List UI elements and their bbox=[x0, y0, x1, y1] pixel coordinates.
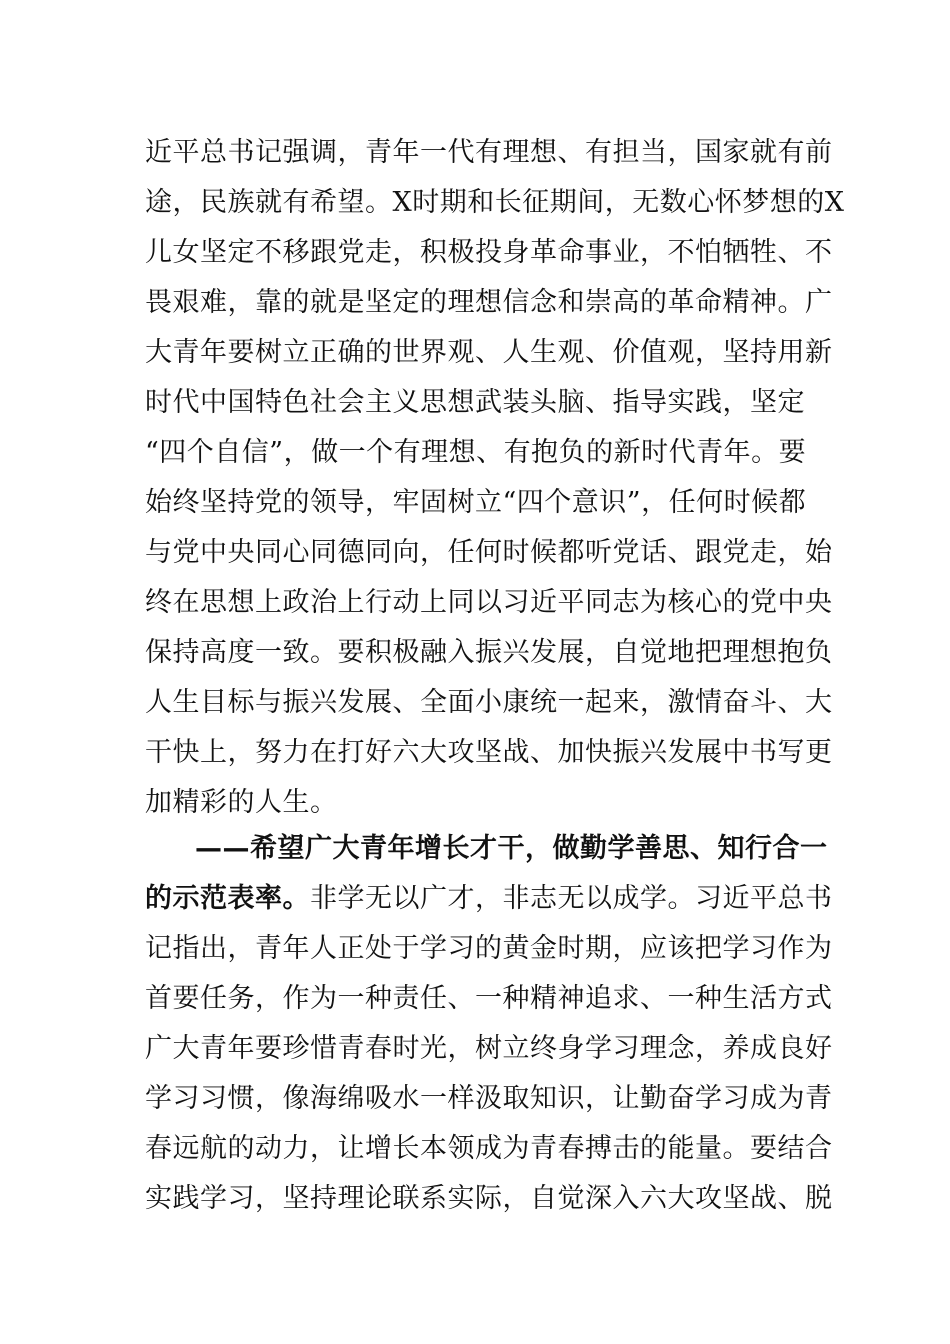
text-line: 途，民族就有希望。X时期和长征期间，无数心怀梦想的X bbox=[145, 187, 845, 218]
text-line: 广大青年要珍惜青春时光，树立终身学习理念，养成良好 bbox=[145, 1033, 833, 1064]
text-line: 终在思想上政治上行动上同以习近平同志为核心的党中央 bbox=[145, 587, 833, 618]
section-heading-text: 的示范表率。 bbox=[145, 883, 310, 914]
text-line: 学习习惯，像海绵吸水一样汲取知识，让勤奋学习成为青 bbox=[145, 1083, 833, 1114]
text-span: 非学无以广才，非志无以成学。习近平总书 bbox=[310, 883, 833, 914]
text-line: 首要任务，作为一种责任、一种精神追求、一种生活方式 bbox=[145, 983, 833, 1014]
section-heading-text: ——希望广大青年增长才干，做勤学善思、知行合一 bbox=[195, 833, 828, 864]
text-line: 大青年要树立正确的世界观、人生观、价值观，坚持用新 bbox=[145, 337, 833, 368]
text-line: 春远航的动力，让增长本领成为青春搏击的能量。要结合 bbox=[145, 1133, 833, 1164]
text-line: 与党中央同心同德同向，任何时候都听党话、跟党走，始 bbox=[145, 537, 833, 568]
text-line: 干快上，努力在打好六大攻坚战、加快振兴发展中书写更 bbox=[145, 737, 833, 768]
text-line: 保持高度一致。要积极融入振兴发展，自觉地把理想抱负 bbox=[145, 637, 833, 668]
section-heading bbox=[195, 824, 828, 874]
text-line: 实践学习，坚持理论联系实际，自觉深入六大攻坚战、脱 bbox=[145, 1183, 833, 1214]
text-line: 始终坚持党的领导，牢固树立“四个意识”，任何时候都 bbox=[145, 487, 807, 518]
text-line: 人生目标与振兴发展、全面小康统一起来，激情奋斗、大 bbox=[145, 687, 833, 718]
text-line: 畏艰难，靠的就是坚定的理想信念和崇高的革命精神。广 bbox=[145, 287, 833, 318]
text-line bbox=[145, 874, 833, 924]
text-line: 儿女坚定不移跟党走，积极投身革命事业，不怕牺牲、不 bbox=[145, 237, 833, 268]
text-line: 记指出，青年人正处于学习的黄金时期，应该把学习作为 bbox=[145, 933, 833, 964]
text-line: 近平总书记强调，青年一代有理想、有担当，国家就有前 bbox=[145, 137, 833, 168]
text-line: 加精彩的人生。 bbox=[145, 787, 338, 818]
text-line: “四个自信”，做一个有理想、有抱负的新时代青年。要 bbox=[145, 437, 807, 468]
text-line: 时代中国特色社会主义思想武装头脑、指导实践，坚定 bbox=[145, 387, 805, 418]
